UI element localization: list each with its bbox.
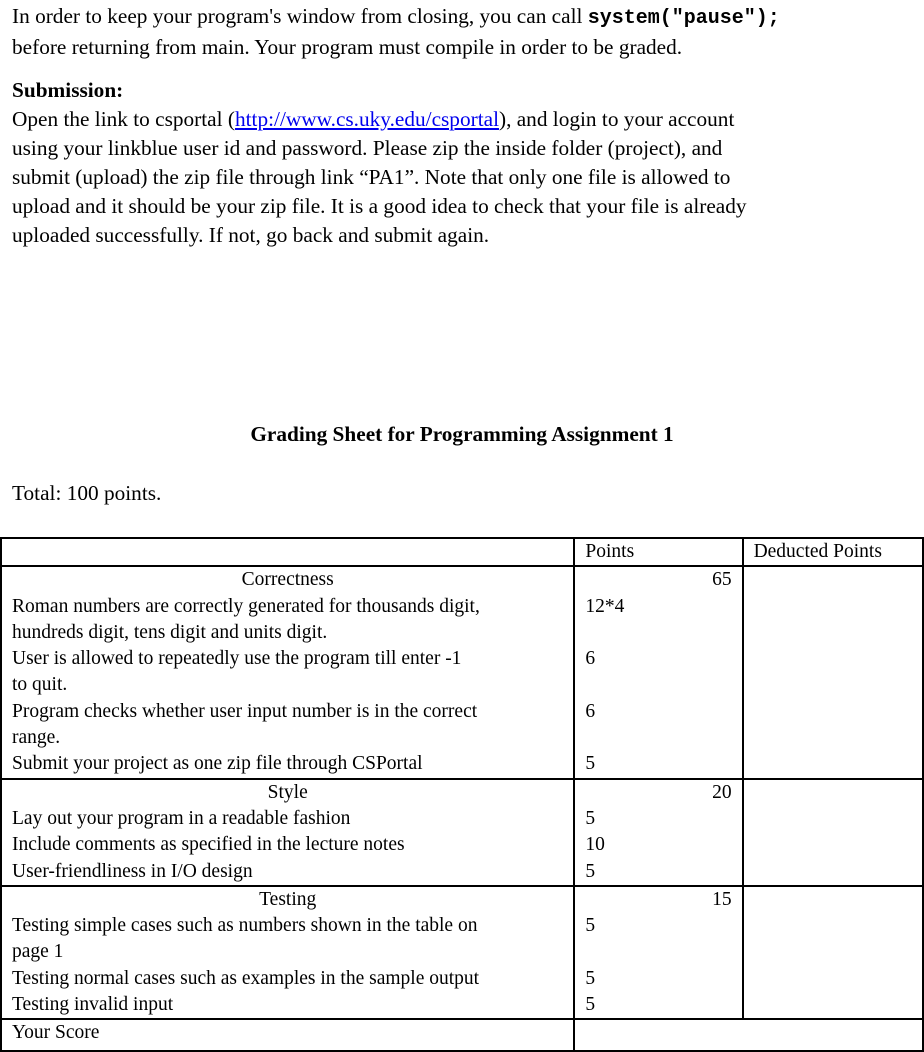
submission-line-1: Open the link to csportal (http://www.cs.uky.edu/csportal), and login to your account (12, 107, 735, 131)
grading-title: Grading Sheet for Programming Assignment 1 (250, 422, 674, 446)
item-points: 12*4 (585, 595, 625, 617)
section-row-testing (1, 886, 923, 1019)
item-points: 5 (585, 753, 596, 775)
submission-line-5: uploaded successfully. If not, go back and submit again. (12, 223, 490, 247)
csportal-link[interactable]: http://www.cs.uky.edu/csportal (234, 107, 499, 131)
item-points: 10 (585, 834, 605, 856)
item-points: 5 (585, 915, 596, 937)
submission-line-2: using your linkblue user id and password. Please zip the inside folder (project), and (12, 136, 723, 160)
points-cell (574, 779, 742, 886)
criterion-line: User-friendliness in I/O design (12, 860, 253, 882)
section-row-correctness (1, 566, 923, 778)
points-cell (574, 886, 742, 1019)
total-points: Total: 100 points. (12, 481, 162, 505)
deducted-cell[interactable] (743, 566, 923, 778)
criterion-line: hundreds digit, tens digit and units digit. (12, 621, 328, 643)
section-total: 65 (712, 569, 732, 591)
item-points: 6 (585, 700, 596, 722)
submission-paragraph (12, 105, 747, 250)
score-row (1, 1019, 923, 1051)
submission-line-3: submit (upload) the zip file through link “PA1”. Note that only one file is allowed to (12, 165, 731, 189)
submission-line-4: upload and it should be your zip file. It is a good idea to check that your file is already (12, 194, 747, 218)
item-points: 6 (585, 648, 596, 670)
deducted-cell[interactable] (743, 779, 923, 886)
criterion-line: range. (12, 727, 61, 749)
intro-line-1: In order to keep your program's window from closing, you can call system("pause"); (12, 4, 780, 30)
item-points: 5 (585, 860, 596, 882)
deducted-cell[interactable] (743, 886, 923, 1019)
criterion-line: Submit your project as one zip file through CSPortal (12, 753, 423, 775)
header-deducted: Deducted Points (743, 538, 923, 566)
section-name: Correctness (241, 569, 334, 591)
item-points: 5 (585, 807, 596, 829)
criterion-line: Include comments as specified in the lecture notes (12, 834, 405, 856)
intro-line-2: before returning from main. Your program must compile in order to be graded. (12, 35, 683, 59)
criterion-line: Testing simple cases such as numbers shown in the table on (12, 915, 478, 937)
criterion-line: Lay out your program in a readable fashion (12, 807, 351, 829)
header-points: Points (574, 538, 742, 566)
criterion-line: Testing normal cases such as examples in the sample output (12, 967, 480, 989)
section-total: 15 (712, 888, 732, 910)
criteria-cell (1, 779, 574, 886)
criterion-line: to quit. (12, 674, 68, 696)
score-label: Your Score (1, 1019, 574, 1051)
header-criteria (1, 538, 574, 566)
section-name: Testing (259, 888, 317, 910)
code-snippet: system("pause"); (587, 7, 780, 30)
criterion-line: Program checks whether user input number is in the correct (12, 700, 478, 722)
grading-table (0, 537, 924, 1052)
item-points: 5 (585, 967, 596, 989)
criterion-line: page 1 (12, 941, 64, 963)
submission-heading: Submission: (12, 78, 124, 102)
item-points: 5 (585, 994, 596, 1016)
score-value-cell[interactable] (574, 1019, 923, 1051)
criterion-line: Roman numbers are correctly generated for thousands digit, (12, 595, 480, 617)
section-total: 20 (712, 781, 732, 803)
section-row-style (1, 779, 923, 886)
intro-paragraph (12, 2, 780, 62)
section-name: Style (267, 781, 308, 803)
points-cell (574, 566, 742, 778)
table-header-row (1, 538, 923, 566)
criteria-cell (1, 566, 574, 778)
criteria-cell (1, 886, 574, 1019)
criterion-line: Testing invalid input (12, 994, 174, 1016)
criterion-line: User is allowed to repeatedly use the program till enter -1 (12, 648, 462, 670)
